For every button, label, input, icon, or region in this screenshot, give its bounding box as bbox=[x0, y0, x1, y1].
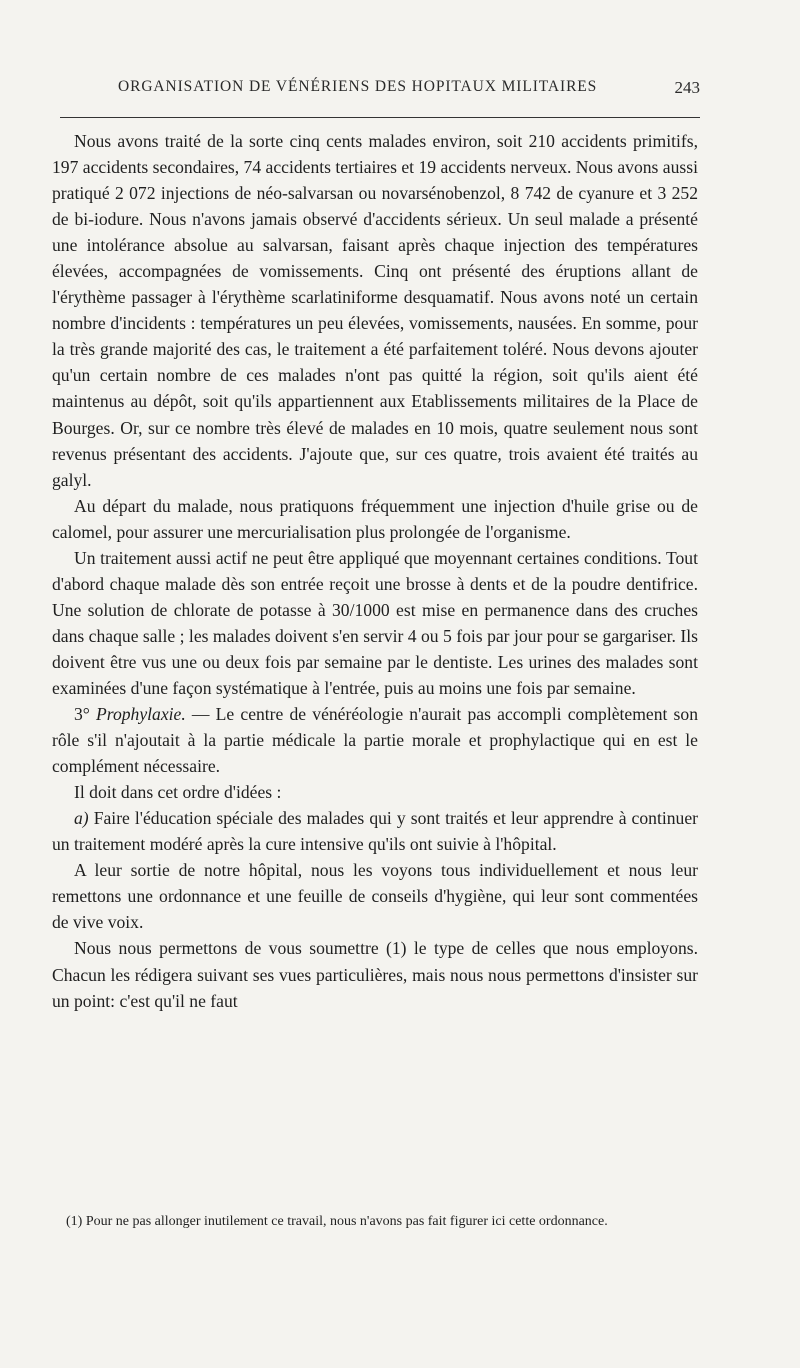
paragraph-treatment-conditions: Un traitement aussi actif ne peut être appliqué que moyennant certaines conditions. Tout d'abord chaque malade dès son entrée reçoit une brosse à dents et de la poudre dentifrice. Une solution de chlorate de potasse à 30/1000 est mise en permanence dans des cruches dans chaque salle ; les malades doivent s'en servir 4 ou 5 fois par jour pour se gargariser. Ils doivent être vus une ou deux fois par semaine par le dentiste. Les urines des malades sont examinées d'une façon systématique à l'entrée, puis au moins une fois par semaine. bbox=[52, 547, 698, 698]
paragraph-discharge: A leur sortie de notre hôpital, nous les voyons tous individuellement et nous leur remettons une ordonnance et une feuille de conseils d'hygiène, qui leur sont commentées de vive voix. bbox=[52, 860, 698, 933]
section-text: — Le centre de vénéréologie n'aurait pas accompli complètement son rôle s'il n'ajoutait à la partie médicale la partie morale et prophylactique qui en est le complément nécessaire. bbox=[52, 704, 698, 777]
running-head bbox=[118, 78, 700, 96]
paragraph-departure-injection: Au départ du malade, nous pratiquons fréquemment une injection d'huile grise ou de calomel, pour assurer une mercurialisation plus prolongée de l'organisme. bbox=[52, 495, 698, 542]
paragraph-order: Il doit dans cet ordre d'idées : bbox=[74, 782, 282, 803]
body-text bbox=[52, 128, 698, 1014]
paragraph-submission: Nous nous permettons de vous soumettre (1) le type de celles que nous employons. Chacun les rédigera suivant ses vues particulières, mais nous nous permettons d'insister sur un point: c'est qu'il ne faut bbox=[52, 938, 698, 1011]
page-number: 243 bbox=[674, 78, 700, 97]
paragraph-item-a bbox=[52, 805, 698, 857]
section-number: 3° bbox=[74, 704, 90, 725]
item-marker: a) bbox=[74, 808, 89, 829]
section-title: Prophylaxie. bbox=[96, 704, 186, 725]
item-text: Faire l'éducation spéciale des malades qui y sont traités et leur apprendre à continuer un traitement modéré après la cure intensive qu'ils ont suivie à l'hôpital. bbox=[52, 808, 698, 855]
running-title: ORGANISATION DE VÉNÉRIENS DES HOPITAUX MILITAIRES bbox=[118, 78, 598, 95]
header-rule bbox=[60, 117, 700, 118]
paragraph-prophylaxie bbox=[52, 701, 698, 779]
paragraph-treatment-results: Nous avons traité de la sorte cinq cents malades environ, soit 210 accidents primitifs, 197 accidents secondaires, 74 accidents tertiaires et 19 accidents nerveux. Nous avons aussi pratiqué 2 072 injections de néo-salvarsan ou novarsénobenzol, 8 742 de cyanure et 3 252 de bi-iodure. Nous n'avons jamais observé d'accidents sérieux. Un seul malade a présenté une intolérance absolue au salvarsan, faisant après chaque injection des températures élevées, accompagnées de vomissements. Cinq ont présenté des éruptions allant de l'érythème passager à l'érythème scarlatiniforme desquamatif. Nous avons noté un certain nombre d'incidents : températures un peu élevées, vomissements, nausées. En somme, pour la très grande majorité des cas, le traitement a été parfaitement toléré. Nous devons ajouter qu'un certain nombre de ces malades n'ont pas quitté la région, soit qu'ils aient été maintenus au dépôt, soit qu'ils appartiennent aux Etablissements militaires de la Place de Bourges. Or, sur ce nombre très élevé de malades en 10 mois, quatre seulement nous sont revenus présentant des accidents. J'ajoute que, sur ces quatre, trois avaient été traités au galyl. bbox=[52, 131, 698, 490]
footnote bbox=[52, 1213, 698, 1232]
footnote-text: (1) Pour ne pas allonger inutilement ce travail, nous n'avons pas fait figurer ici cette ordonnance. bbox=[66, 1214, 608, 1229]
